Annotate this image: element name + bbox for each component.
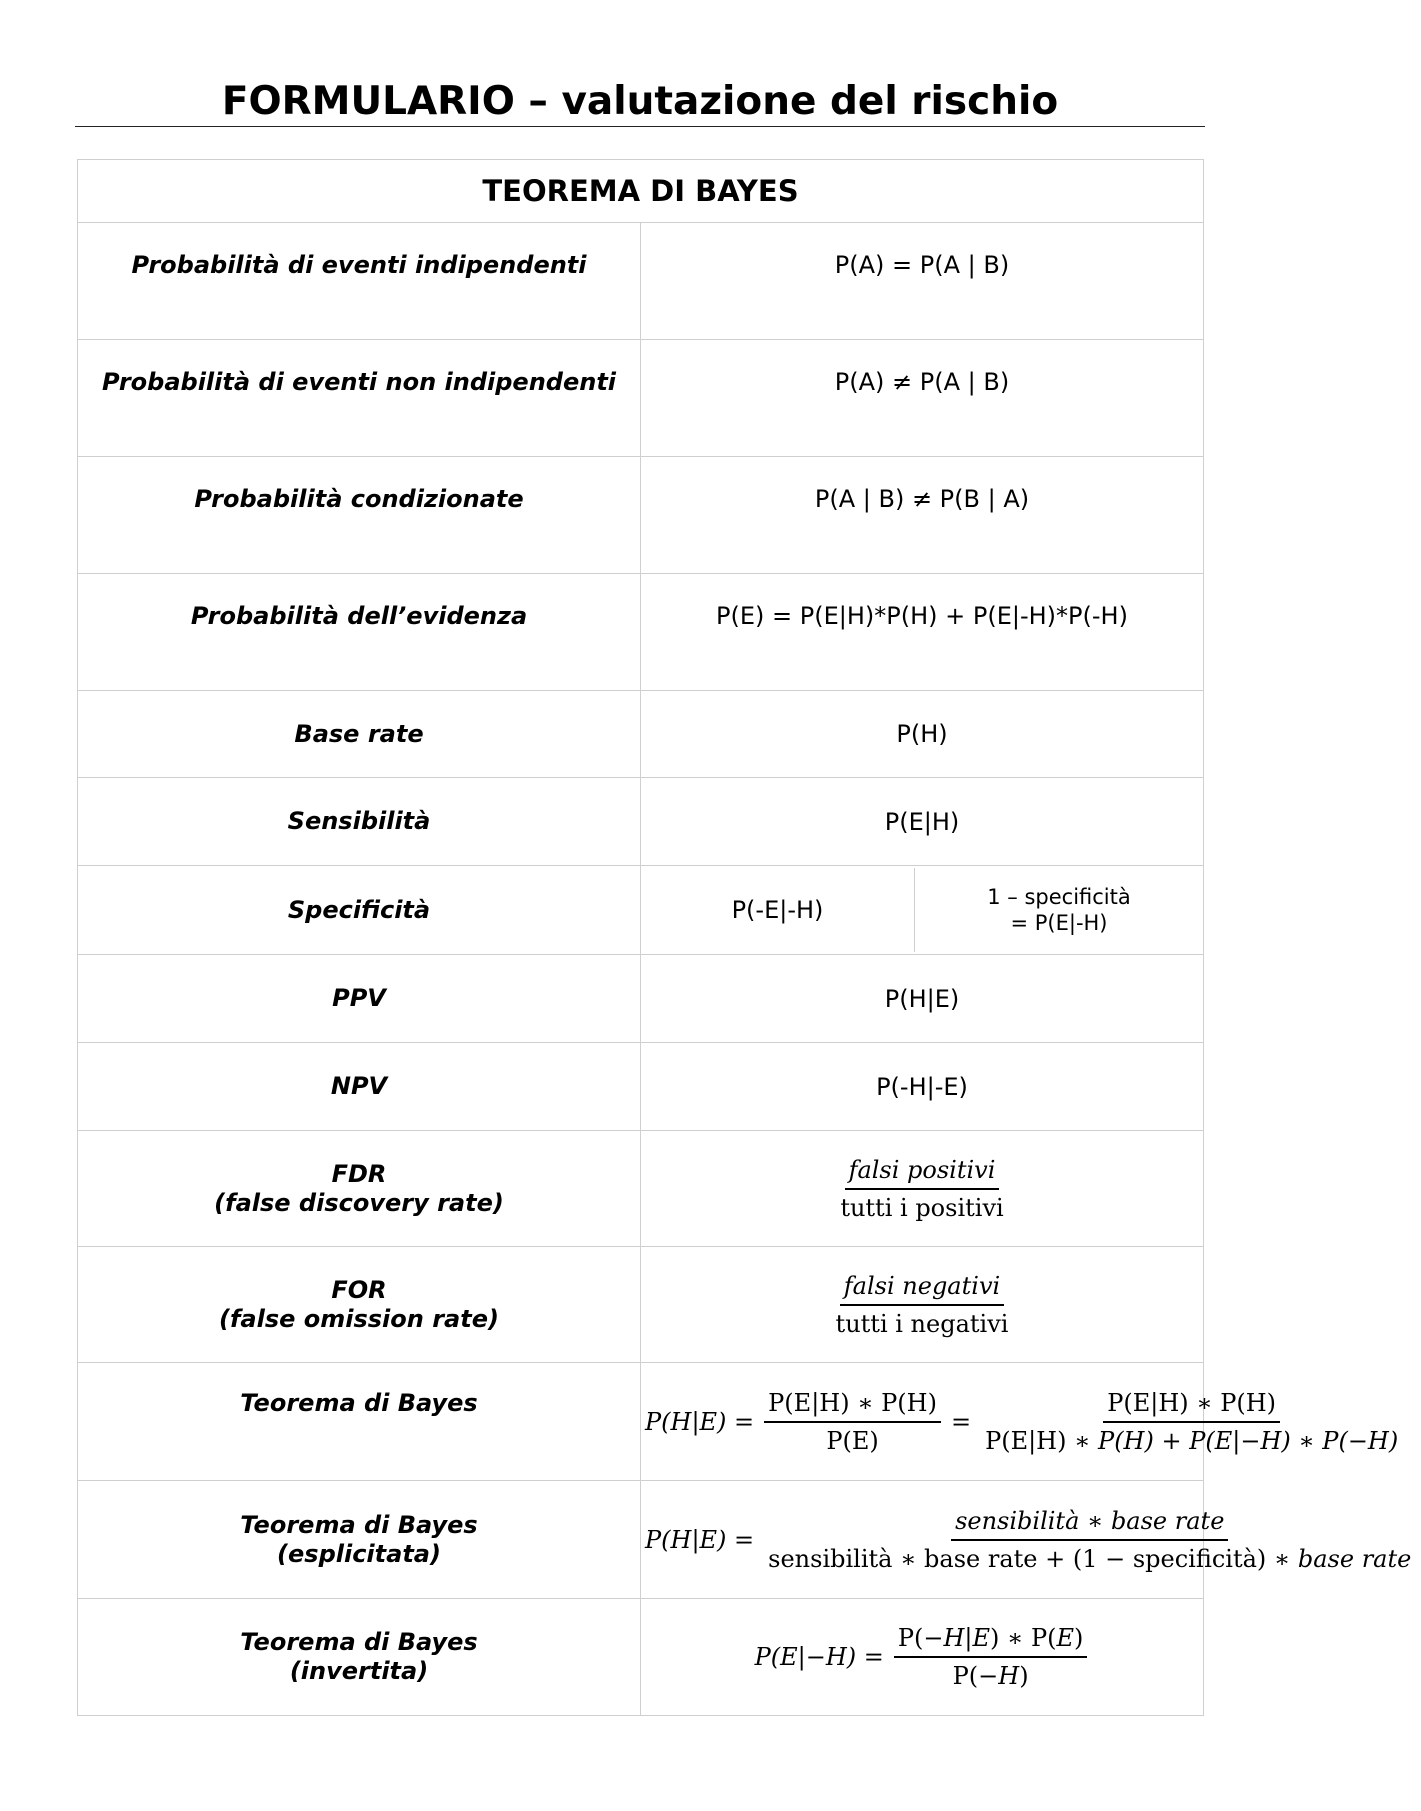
bayes-explicit-fraction (764, 1507, 1415, 1573)
fraction-numerator (894, 1624, 1088, 1658)
row-label: NPV (78, 1043, 641, 1131)
specificity-formula: P(-E|-H) (731, 896, 824, 924)
equation-lhs: P(H|E) = (645, 1407, 755, 1436)
fraction-denominator: tutti i positivi (840, 1193, 1004, 1222)
fraction-denominator (764, 1541, 1415, 1573)
table-row (78, 223, 1204, 340)
equation-lhs: P(E|−H) = (754, 1643, 884, 1671)
row-formula (641, 1363, 1399, 1481)
numerator-part: P( (897, 1624, 924, 1652)
fraction-denominator: P(E) (826, 1426, 879, 1455)
row-label (78, 1599, 641, 1716)
bayes-fraction-1 (764, 1389, 941, 1455)
row-label: Base rate (78, 691, 641, 778)
row-formula: P(E) = P(E|H)*P(H) + P(E|-H)*P(-H) (641, 574, 1204, 691)
row-formula: P(-H|-E) (641, 1043, 1204, 1131)
row-formula (641, 866, 1204, 955)
table-row (78, 574, 1204, 691)
denominator-part: P(E|H) ∗ (985, 1426, 1099, 1455)
table-row (78, 955, 1204, 1043)
table-row (78, 1247, 1204, 1363)
row-label: Teorema di Bayes (78, 1363, 641, 1481)
specificity-cell (641, 866, 1203, 954)
numerator-part: E (1056, 1624, 1075, 1652)
fraction-numerator: falsi positivi (845, 1156, 1000, 1190)
row-label-line1: Teorema di Bayes (240, 1510, 478, 1539)
for-fraction (832, 1272, 1013, 1338)
numerator-part: −H|E (923, 1624, 991, 1652)
table-row (78, 1599, 1204, 1716)
row-formula: P(A | B) ≠ P(B | A) (641, 457, 1204, 574)
table-row (78, 778, 1204, 866)
row-label-line1: FDR (331, 1159, 387, 1188)
table-row (78, 340, 1204, 457)
row-formula: P(A) ≠ P(A | B) (641, 340, 1204, 457)
table-row (78, 1131, 1204, 1247)
row-label-line2: (invertita) (289, 1657, 429, 1685)
table-row (78, 866, 1204, 955)
row-label: PPV (78, 955, 641, 1043)
specificity-note-line2: = P(E|-H) (1010, 911, 1108, 935)
table-row (78, 457, 1204, 574)
denominator-part: base rate (1297, 1544, 1412, 1573)
bayes-fraction-2 (981, 1389, 1402, 1455)
row-label: Probabilità di eventi non indipendenti (78, 340, 641, 457)
table-row (78, 1043, 1204, 1131)
numerator-part: ) (1074, 1624, 1084, 1652)
specificity-note (914, 868, 1203, 952)
fraction-numerator: P(E|H) ∗ P(H) (1103, 1389, 1280, 1423)
formula-table (77, 159, 1412, 1716)
denominator-part: P(H) + P(E|−H) ∗ P(−H) (1098, 1426, 1399, 1455)
fraction-denominator (949, 1658, 1033, 1690)
fdr-fraction (836, 1156, 1007, 1222)
denominator-part: P( (952, 1662, 979, 1690)
table-row (78, 691, 1204, 778)
row-label-line1: FOR (331, 1275, 387, 1304)
row-label (78, 1247, 641, 1363)
title-divider (75, 126, 1205, 127)
row-label (78, 1481, 641, 1599)
table-row (78, 1481, 1204, 1599)
row-label (78, 1131, 641, 1247)
row-label: Specificità (78, 866, 641, 955)
numerator-part: ) ∗ P( (990, 1624, 1057, 1652)
fraction-numerator: P(E|H) ∗ P(H) (764, 1389, 941, 1423)
denominator-part: ) (1019, 1662, 1029, 1690)
row-formula: P(E|H) (641, 778, 1204, 866)
fraction-numerator: sensibilità ∗ base rate (951, 1507, 1228, 1541)
row-label: Probabilità dell’evidenza (78, 574, 641, 691)
row-label: Sensibilità (78, 778, 641, 866)
denominator-part: −H (978, 1662, 1020, 1690)
row-formula: P(A) = P(A | B) (641, 223, 1204, 340)
row-formula (641, 1599, 1204, 1716)
bayes-inverted-fraction (894, 1624, 1088, 1690)
bayes-inverted-equation (751, 1624, 1094, 1690)
fraction-denominator: tutti i negativi (835, 1309, 1009, 1338)
specificity-note-line1: 1 – specificità (987, 885, 1131, 909)
row-label: Probabilità di eventi indipendenti (78, 223, 641, 340)
row-label-line1: Teorema di Bayes (240, 1628, 478, 1656)
table-row (78, 1363, 1204, 1481)
fraction-denominator (981, 1423, 1402, 1455)
row-label-line2: (false discovery rate) (214, 1188, 504, 1217)
row-formula: P(H|E) (641, 955, 1204, 1043)
fraction-numerator: falsi negativi (840, 1272, 1004, 1306)
row-formula (641, 1481, 1412, 1599)
equals-sign: = (950, 1407, 972, 1436)
row-formula (641, 1131, 1204, 1247)
row-formula: P(H) (641, 691, 1204, 778)
equation-lhs: P(H|E) = (645, 1525, 755, 1554)
row-label: Probabilità condizionate (78, 457, 641, 574)
row-label-line2: (esplicitata) (277, 1539, 441, 1568)
page-title: FORMULARIO – valutazione del rischio (221, 79, 1059, 124)
bayes-explicit-equation (641, 1507, 1421, 1573)
row-label-line2: (false omission rate) (219, 1304, 499, 1333)
row-formula (641, 1247, 1204, 1363)
denominator-part: sensibilità ∗ base rate + (1 − specificità) ∗ (768, 1544, 1298, 1573)
section-title: TEOREMA DI BAYES (78, 160, 1204, 223)
bayes-equation (641, 1389, 1408, 1455)
